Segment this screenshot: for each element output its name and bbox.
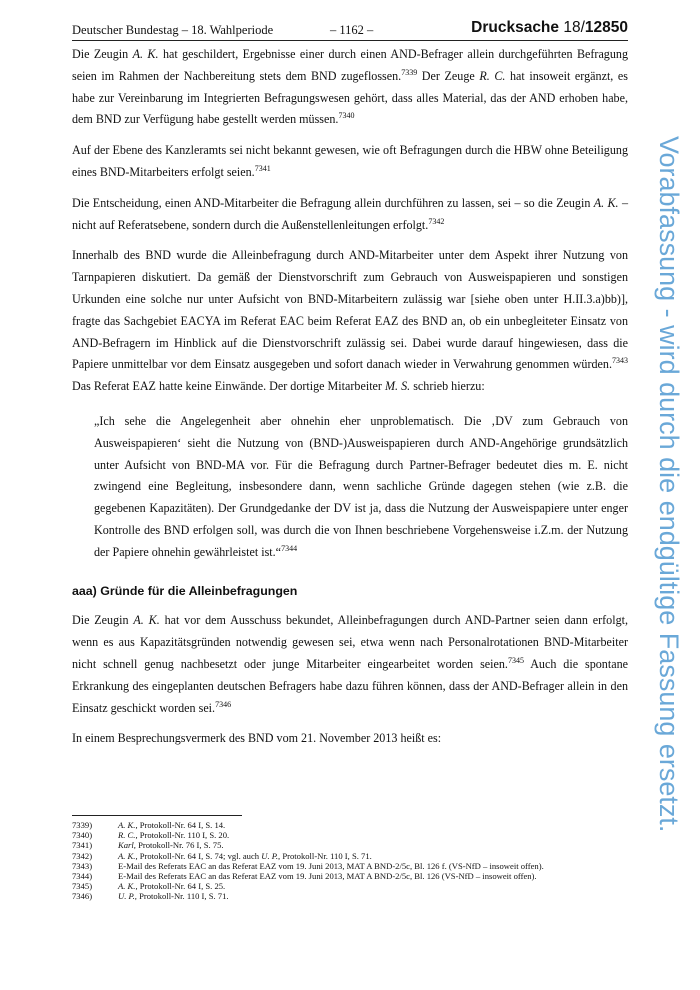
footnote bbox=[72, 830, 632, 840]
header-page-number: – 1162 – bbox=[330, 23, 374, 37]
text-run: Das Referat EAZ hatte keine Einwände. Der dortige Mitarbeiter bbox=[72, 379, 385, 394]
footnote bbox=[72, 851, 632, 861]
footnote-number: 7343) bbox=[72, 860, 93, 871]
footnote-number: 7346) bbox=[72, 891, 93, 902]
header-doc-prefix: Drucksache bbox=[471, 19, 560, 36]
footnote-ref[interactable]: 7343 bbox=[612, 356, 628, 366]
footnote-citation: E-Mail des Referats EAC an das Referat EAZ vom 19. Juni 2013, MAT A BND-2/5c, Bl. 126 (VS-NfD – insoweit offen). bbox=[118, 871, 537, 882]
text-run: Auf der Ebene des Kanzleramts sei nicht bekannt gewesen, wie oft Befragungen durch die HBW ohne Beteiligung eines BND-Mitarbeiters erfolgt seien. bbox=[72, 143, 628, 179]
footnote bbox=[72, 861, 632, 871]
footnote-citation: , Protokoll-Nr. 110 I, S. 71. bbox=[278, 850, 372, 861]
text-run: hat insoweit ergänzt, es habe zur Vereinbarung im Integrierten Befragungswesen gehört, dass alles Material, das der AND erhoben habe, dem BND zur Verfügung habe gestellt werden müssen. bbox=[72, 68, 628, 127]
footnote-citation: , Protokoll-Nr. 110 I, S. 20. bbox=[135, 830, 230, 841]
footnote-name: R. C. bbox=[118, 830, 136, 841]
text-run: Auch die spontane Erkrankung des eingeplanten deutschen Befragers habe dazu führen können, dass der AND-Befrager allein in den Einsatz geschickt worden sei. bbox=[72, 656, 628, 715]
footnote-number: 7340) bbox=[72, 830, 93, 841]
footnote-name: Karl bbox=[118, 840, 134, 851]
text-run: hat geschildert, Ergebnisse einer durch einen AND-Befrager allein durchgeführten Befragung seien im Rahmen der Nachbereitung stets dem BND zugeflossen. bbox=[72, 47, 628, 83]
footnote-citation: , Protokoll-Nr. 64 I, S. 25. bbox=[135, 881, 226, 892]
footnote bbox=[72, 881, 632, 891]
section-heading: aaa) Gründe für die Alleinbefragungen bbox=[72, 583, 298, 598]
footnote-text bbox=[118, 840, 224, 850]
footnote-text bbox=[118, 820, 225, 830]
footnote-name: U. P. bbox=[118, 891, 135, 902]
witness-name: A. K. bbox=[133, 613, 160, 628]
footnote bbox=[72, 820, 632, 830]
footnote-citation: E-Mail des Referats EAC an das Referat EAZ vom 19. Juni 2013, MAT A BND-2/5c, Bl. 126 f. (VS-NfD – insoweit offen). bbox=[118, 860, 544, 871]
footnote-ref[interactable]: 7344 bbox=[281, 543, 298, 553]
footnote bbox=[72, 891, 632, 901]
footnote-ref[interactable]: 7340 bbox=[338, 111, 355, 121]
text-run: Die Zeugin bbox=[72, 47, 133, 61]
footnote-citation: , Protokoll-Nr. 64 I, S. 74; vgl. auch bbox=[135, 850, 262, 861]
footnote-number: 7339) bbox=[72, 820, 93, 830]
header-doc-period: 18/ bbox=[559, 19, 585, 36]
witness-name: A. K. bbox=[132, 47, 159, 61]
footnote-ref[interactable]: 7346 bbox=[215, 699, 232, 709]
paragraph-2 bbox=[72, 140, 628, 184]
paragraph-1 bbox=[72, 44, 628, 131]
footnote-name: A. K. bbox=[118, 820, 136, 830]
witness-name: M. S. bbox=[384, 379, 411, 394]
footnote-name: A. K. bbox=[118, 850, 136, 861]
footnote bbox=[72, 840, 632, 850]
footnote-number: 7345) bbox=[72, 881, 93, 892]
witness-name: A. K. bbox=[593, 195, 619, 210]
footnote-ref[interactable]: 7341 bbox=[254, 163, 271, 173]
header-document-number bbox=[471, 19, 628, 37]
footnote bbox=[72, 871, 632, 881]
quote-text: „Ich sehe die Angelegenheit aber ohnehin eher unproblematisch. Die ‚DV zum Gebrauch von Ausweispapieren‘ sieht die Nutzung von (BND-)Ausweispapieren durch AND-Angehörige grundsätzlich unter Aufsicht von BND-MA vor. Für die Befragung durch Partner-Befrager bedeutet dies m. E. nicht zwingend eine Begleitung, insbesondere dann, wenn sachliche Gründe dagegen stehen (wie z.B. die gegebenen Kapazitäten). Der Grundgedanke der DV ist ja, dass die Nutzung der Ausweispapiere unter enger Kontrolle des BND erfolgen soll, was durch die von Ihnen beschriebene Vorgehensweise i.Z.m. der Nutzung der Papiere ohnehin gewährleistet ist.“ bbox=[94, 413, 628, 559]
header-publication: Deutscher Bundestag – 18. Wahlperiode bbox=[72, 23, 274, 37]
footnote-text bbox=[118, 830, 229, 840]
paragraph-5 bbox=[72, 610, 628, 719]
header-doc-number: 12850 bbox=[584, 19, 628, 36]
footnote-text bbox=[118, 891, 229, 901]
footnote-name: U. P. bbox=[261, 850, 279, 861]
footnote-name: A. K. bbox=[118, 881, 136, 892]
footnote-ref[interactable]: 7342 bbox=[428, 216, 445, 226]
footnote-ref[interactable]: 7339 bbox=[401, 67, 418, 77]
footnote-citation: , Protokoll-Nr. 76 I, S. 75. bbox=[133, 840, 224, 851]
footnote-citation: , Protokoll-Nr. 64 I, S. 14. bbox=[135, 820, 226, 830]
footnote-text bbox=[118, 871, 537, 881]
text-run: schrieb hierzu: bbox=[410, 379, 485, 394]
text-run: – nicht auf Referatsebene, sondern durch die Außenstellenleitungen erfolgt. bbox=[72, 195, 628, 232]
footnote-number: 7344) bbox=[72, 871, 93, 882]
footnote-text bbox=[118, 861, 544, 871]
text-run: Die Entscheidung, einen AND-Mitarbeiter die Befragung allein durchführen zu lassen, sei – so die Zeugin bbox=[72, 195, 594, 210]
text-run: Innerhalb des BND wurde die Alleinbefragung durch AND-Mitarbeiter unter dem Aspekt ihrer Nutzung von Tarnpapieren diskutiert. Da gemäß der Dienstvorschrift zum Gebrauch von Ausweispapieren und sonstigen Urkunden eine solche nur unter Aufsicht von BND-Mitarbeitern zulässig war [siehe oben unter H.II.3.a)bb)], fragte das Sachgebiet EACYA im Referat EAC beim Referat EAZ des BND an, ob ein unbegleiteter Einsatz von AND-Befragern im Hinblick auf die Dienstvorschrift zulässig sei. Dabei wurde darauf hingewiesen, dass die Papiere unmittelbar vor dem Einsatz ausgegeben und sofort danach wieder in Verwahrung genommen würden. bbox=[72, 248, 628, 372]
paragraph-3 bbox=[72, 193, 628, 237]
side-watermark bbox=[652, 136, 686, 866]
text-run: Der Zeuge bbox=[417, 68, 480, 83]
paragraph-6 bbox=[72, 728, 628, 750]
text-run: hat vor dem Ausschuss bekundet, Alleinbefragungen durch AND-Partner seien dann erfolgt, wenn es aus Kapazitätsgründen notwendig gewesen sei, etwa wenn nach Personalrotationen BND-Mitarbeiter nicht schnell genug nachbesetzt oder junge Mitarbeiter eingearbeitet worden seien. bbox=[72, 613, 629, 671]
text-run: Die Zeugin bbox=[72, 613, 134, 628]
footnote-ref[interactable]: 7345 bbox=[507, 655, 524, 665]
page-header bbox=[72, 19, 628, 41]
footnote-divider bbox=[72, 815, 242, 816]
block-quote bbox=[94, 407, 628, 564]
preliminary-version-notice: Vorabfassung - wird durch die endgültige Fassung ersetzt. bbox=[654, 136, 684, 833]
footnote-citation: , Protokoll-Nr. 110 I, S. 71. bbox=[134, 891, 229, 902]
footnote-text bbox=[118, 881, 225, 891]
main-text bbox=[72, 44, 628, 759]
footnote-number: 7342) bbox=[72, 850, 93, 861]
footnotes bbox=[72, 820, 632, 902]
text-run: In einem Besprechungsvermerk des BND vom 21. November 2013 heißt es: bbox=[72, 731, 442, 746]
footnote-number: 7341) bbox=[72, 840, 93, 851]
paragraph-4 bbox=[72, 245, 628, 398]
footnote-text bbox=[118, 851, 372, 861]
witness-name: R. C. bbox=[479, 68, 506, 83]
